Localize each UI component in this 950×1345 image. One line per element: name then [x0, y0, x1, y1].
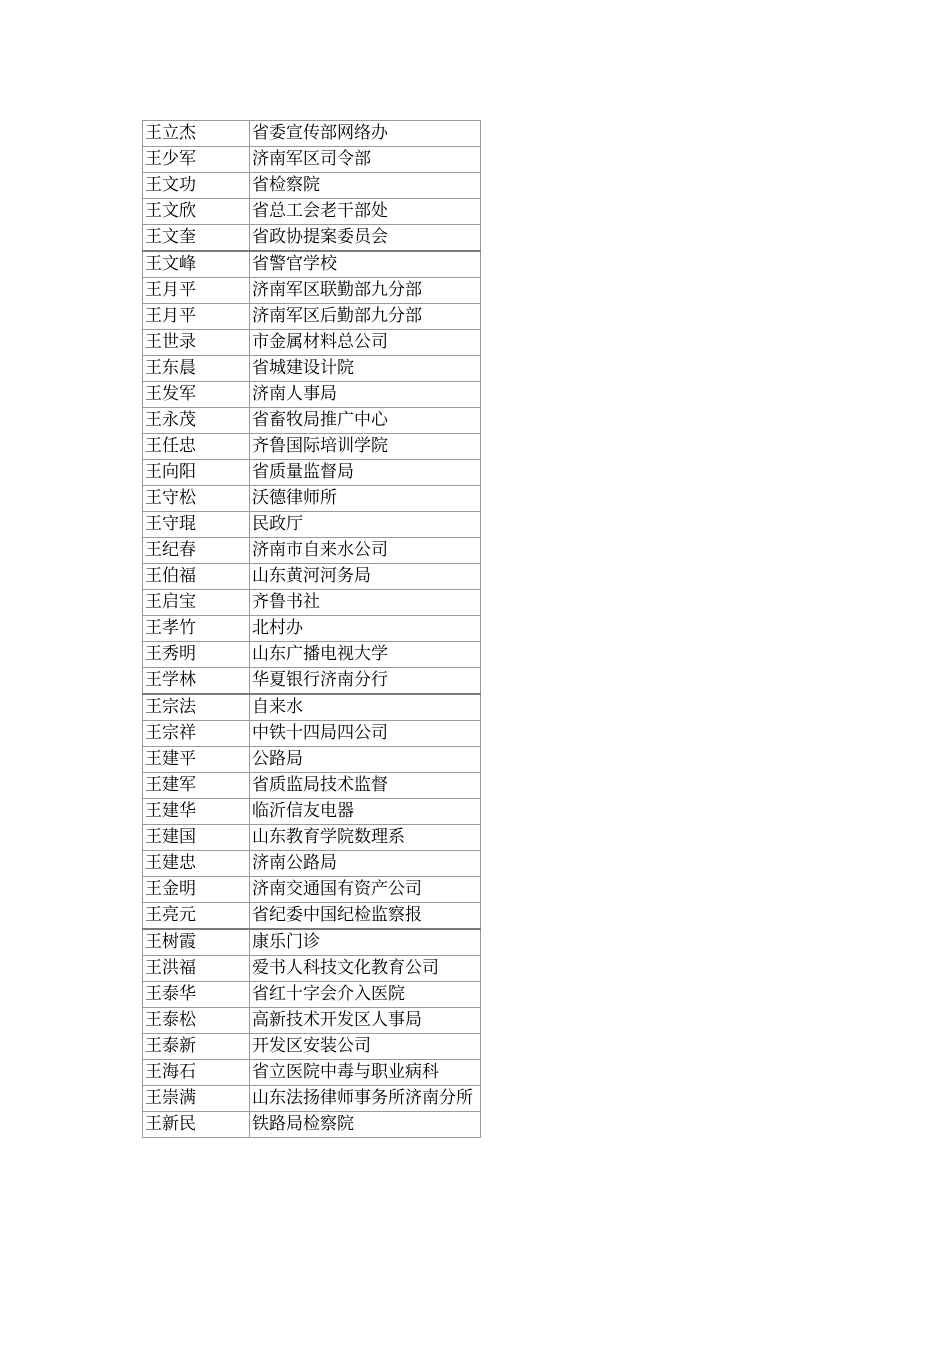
- organization-cell: 省检察院: [250, 173, 481, 199]
- table-row: [143, 721, 481, 747]
- organization-cell: 省红十字会介入医院: [250, 982, 481, 1008]
- organization-cell: 高新技术开发区人事局: [250, 1008, 481, 1034]
- table-row: [143, 121, 481, 147]
- organization-cell: 省警官学校: [250, 251, 481, 278]
- person-name-cell: 王守松: [143, 486, 250, 512]
- person-name-cell: 王东晨: [143, 356, 250, 382]
- person-name-cell: 王洪福: [143, 956, 250, 982]
- organization-cell: 齐鲁国际培训学院: [250, 434, 481, 460]
- person-name-cell: 王世录: [143, 330, 250, 356]
- person-name-cell: 王秀明: [143, 642, 250, 668]
- person-name-cell: 王树霞: [143, 929, 250, 956]
- organization-cell: 沃德律师所: [250, 486, 481, 512]
- table-row: [143, 173, 481, 199]
- organization-cell: 山东教育学院数理系: [250, 825, 481, 851]
- organization-cell: 华夏银行济南分行: [250, 668, 481, 695]
- organization-cell: 临沂信友电器: [250, 799, 481, 825]
- roster-body: [143, 121, 481, 1138]
- person-name-cell: 王伯福: [143, 564, 250, 590]
- organization-cell: 济南军区联勤部九分部: [250, 278, 481, 304]
- table-row: [143, 668, 481, 695]
- table-row: [143, 460, 481, 486]
- person-name-cell: 王启宝: [143, 590, 250, 616]
- person-name-cell: 王建国: [143, 825, 250, 851]
- person-name-cell: 王崇满: [143, 1086, 250, 1112]
- person-name-cell: 王文欣: [143, 199, 250, 225]
- organization-cell: 省委宣传部网络办: [250, 121, 481, 147]
- person-name-cell: 王立杰: [143, 121, 250, 147]
- table-row: [143, 799, 481, 825]
- table-row: [143, 278, 481, 304]
- organization-cell: 省质监局技术监督: [250, 773, 481, 799]
- organization-cell: 济南交通国有资产公司: [250, 877, 481, 903]
- table-row: [143, 1008, 481, 1034]
- person-name-cell: 王文功: [143, 173, 250, 199]
- organization-cell: 铁路局检察院: [250, 1112, 481, 1138]
- table-row: [143, 1060, 481, 1086]
- person-name-cell: 王亮元: [143, 903, 250, 930]
- organization-cell: 省政协提案委员会: [250, 225, 481, 252]
- person-name-cell: 王建华: [143, 799, 250, 825]
- organization-cell: 济南军区司令部: [250, 147, 481, 173]
- organization-cell: 公路局: [250, 747, 481, 773]
- organization-cell: 爱书人科技文化教育公司: [250, 956, 481, 982]
- organization-cell: 中铁十四局四公司: [250, 721, 481, 747]
- organization-cell: 省立医院中毒与职业病科: [250, 1060, 481, 1086]
- organization-cell: 省畜牧局推广中心: [250, 408, 481, 434]
- person-name-cell: 王泰新: [143, 1034, 250, 1060]
- organization-cell: 省城建设计院: [250, 356, 481, 382]
- table-row: [143, 147, 481, 173]
- table-row: [143, 616, 481, 642]
- organization-cell: 开发区安装公司: [250, 1034, 481, 1060]
- table-row: [143, 304, 481, 330]
- table-row: [143, 929, 481, 956]
- table-row: [143, 982, 481, 1008]
- table-row: [143, 538, 481, 564]
- organization-cell: 省总工会老干部处: [250, 199, 481, 225]
- person-name-cell: 王海石: [143, 1060, 250, 1086]
- person-name-cell: 王月平: [143, 304, 250, 330]
- table-row: [143, 199, 481, 225]
- table-row: [143, 1112, 481, 1138]
- person-name-cell: 王任忠: [143, 434, 250, 460]
- table-row: [143, 590, 481, 616]
- organization-cell: 齐鲁书社: [250, 590, 481, 616]
- person-name-cell: 王泰华: [143, 982, 250, 1008]
- organization-cell: 济南市自来水公司: [250, 538, 481, 564]
- person-name-cell: 王建军: [143, 773, 250, 799]
- person-name-cell: 王向阳: [143, 460, 250, 486]
- table-row: [143, 1034, 481, 1060]
- table-row: [143, 356, 481, 382]
- table-row: [143, 694, 481, 721]
- table-row: [143, 225, 481, 252]
- table-row: [143, 642, 481, 668]
- table-row: [143, 747, 481, 773]
- person-name-cell: 王新民: [143, 1112, 250, 1138]
- organization-cell: 省纪委中国纪检监察报: [250, 903, 481, 930]
- table-row: [143, 564, 481, 590]
- organization-cell: 市金属材料总公司: [250, 330, 481, 356]
- person-name-cell: 王宗祥: [143, 721, 250, 747]
- person-name-cell: 王建平: [143, 747, 250, 773]
- person-name-cell: 王永茂: [143, 408, 250, 434]
- organization-cell: 济南人事局: [250, 382, 481, 408]
- table-row: [143, 773, 481, 799]
- person-name-cell: 王文峰: [143, 251, 250, 278]
- table-row: [143, 486, 481, 512]
- table-row: [143, 1086, 481, 1112]
- organization-cell: 自来水: [250, 694, 481, 721]
- table-row: [143, 251, 481, 278]
- person-name-cell: 王宗法: [143, 694, 250, 721]
- table-row: [143, 512, 481, 538]
- organization-cell: 北村办: [250, 616, 481, 642]
- person-name-cell: 王守琨: [143, 512, 250, 538]
- person-name-cell: 王发军: [143, 382, 250, 408]
- person-name-cell: 王纪春: [143, 538, 250, 564]
- table-row: [143, 903, 481, 930]
- table-row: [143, 330, 481, 356]
- person-name-cell: 王孝竹: [143, 616, 250, 642]
- roster-table: [142, 120, 481, 1138]
- person-name-cell: 王泰松: [143, 1008, 250, 1034]
- organization-cell: 民政厅: [250, 512, 481, 538]
- person-name-cell: 王少军: [143, 147, 250, 173]
- person-name-cell: 王月平: [143, 278, 250, 304]
- table-row: [143, 408, 481, 434]
- table-row: [143, 956, 481, 982]
- table-row: [143, 851, 481, 877]
- person-name-cell: 王文奎: [143, 225, 250, 252]
- table-row: [143, 434, 481, 460]
- organization-cell: 济南公路局: [250, 851, 481, 877]
- organization-cell: 山东法扬律师事务所济南分所: [250, 1086, 481, 1112]
- person-name-cell: 王学林: [143, 668, 250, 695]
- organization-cell: 山东广播电视大学: [250, 642, 481, 668]
- table-row: [143, 825, 481, 851]
- organization-cell: 济南军区后勤部九分部: [250, 304, 481, 330]
- person-name-cell: 王建忠: [143, 851, 250, 877]
- organization-cell: 康乐门诊: [250, 929, 481, 956]
- table-row: [143, 382, 481, 408]
- person-name-cell: 王金明: [143, 877, 250, 903]
- organization-cell: 山东黄河河务局: [250, 564, 481, 590]
- organization-cell: 省质量监督局: [250, 460, 481, 486]
- table-row: [143, 877, 481, 903]
